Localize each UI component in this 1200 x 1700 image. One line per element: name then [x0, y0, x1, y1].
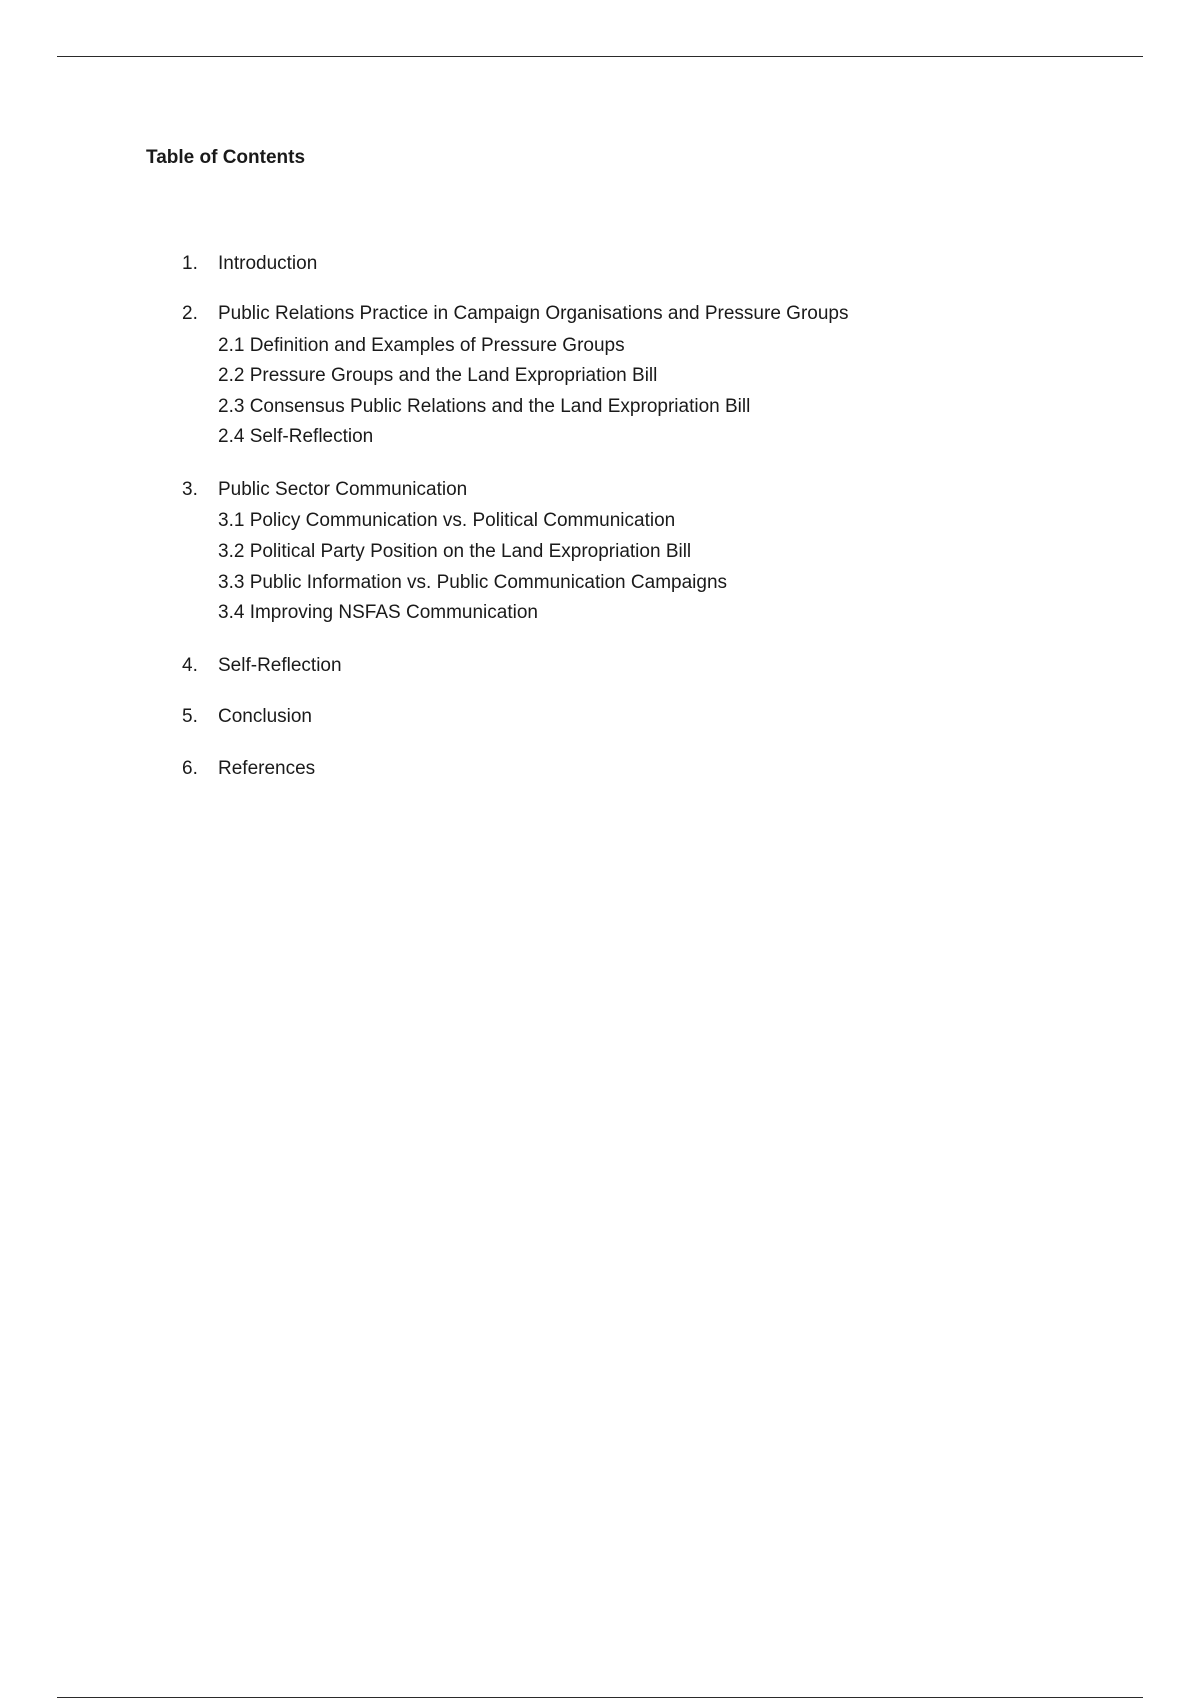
toc-entry-number: 3. — [182, 479, 198, 500]
toc-subentry: 3.3 Public Information vs. Public Communication Campaigns — [218, 572, 728, 593]
toc-subentry: 2.3 Consensus Public Relations and the Land Expropriation Bill — [218, 396, 751, 417]
toc-subentry: 3.2 Political Party Position on the Land Expropriation Bill — [218, 541, 692, 562]
toc-entry-label: Public Relations Practice in Campaign Organisations and Pressure Groups — [218, 303, 849, 324]
toc-subentry: 2.4 Self-Reflection — [218, 426, 374, 447]
toc-entry-label: Self-Reflection — [218, 655, 342, 676]
toc-entry-label: Conclusion — [218, 706, 312, 727]
toc-subentry: 2.1 Definition and Examples of Pressure Groups — [218, 335, 625, 356]
toc-entry-number: 2. — [182, 303, 198, 324]
toc-entry-number: 1. — [182, 253, 198, 274]
toc-subentry: 2.2 Pressure Groups and the Land Expropriation Bill — [218, 365, 658, 386]
toc-entry-label: Public Sector Communication — [218, 479, 468, 500]
toc-entry-label: Introduction — [218, 253, 318, 274]
toc-entry-number: 6. — [182, 758, 198, 779]
footer-rule — [57, 1697, 1143, 1698]
toc-entry-number: 4. — [182, 655, 198, 676]
toc-entry-label: References — [218, 758, 316, 779]
toc-subentry: 3.4 Improving NSFAS Communication — [218, 602, 538, 623]
toc-subentry: 3.1 Policy Communication vs. Political Communication — [218, 510, 676, 531]
toc-entry-number: 5. — [182, 706, 198, 727]
toc-heading: Table of Contents — [146, 147, 306, 168]
